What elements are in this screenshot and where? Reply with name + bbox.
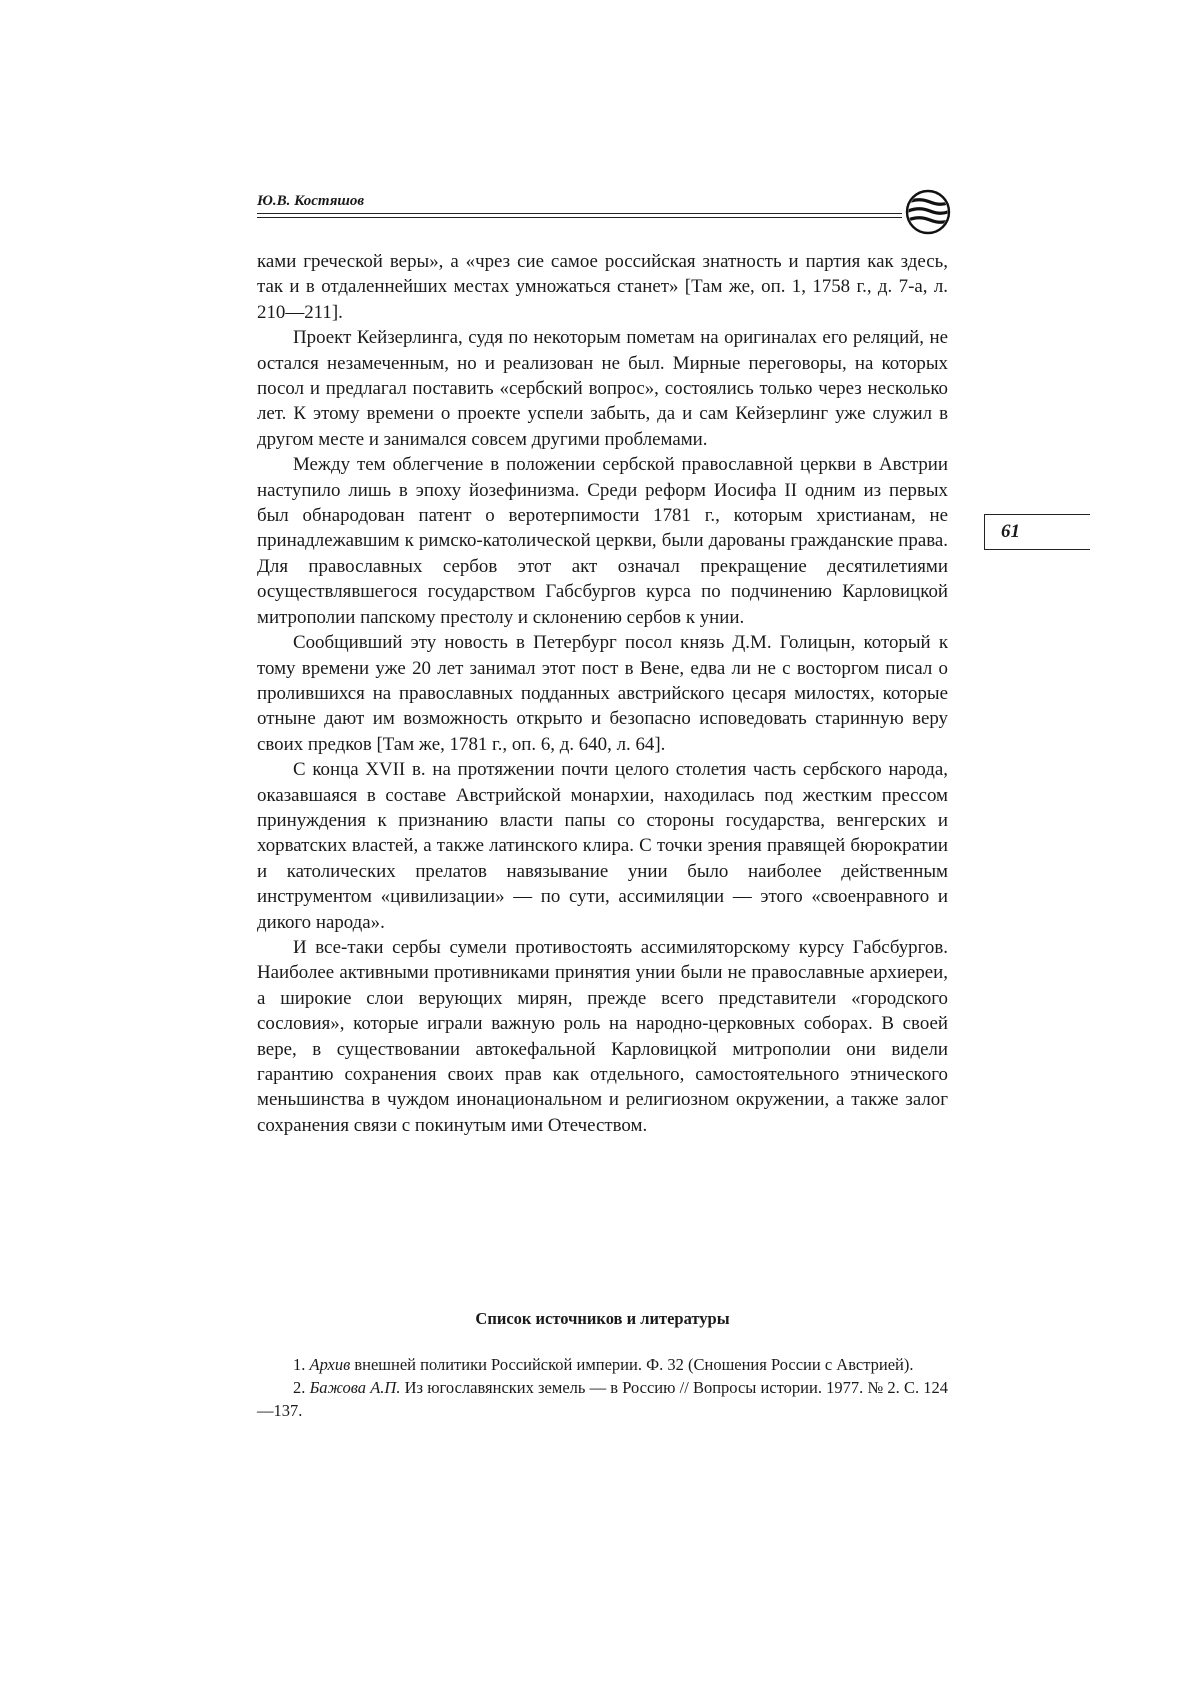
paragraph: И все-таки сербы сумели противостоять ассимиляторскому курсу Габсбургов. Наиболее активными противниками принятия унии были не православные архиереи, а широкие слои верующих мирян, прежде всего представители «городского сословия», которые играли важную роль на народно-церковных соборах. В своей вере, в существовании автокефальной Карловицкой митрополии они видели гарантию сохранения своих прав как отдельного, самостоятельного этнического меньшинства в чуждом инонациональном и религиозном окружении, а также залог сохранения связи с покинутым ими Отечеством. xyxy=(257,936,948,1136)
reference-number: 1. xyxy=(293,1355,306,1374)
running-header-author: Ю.В. Костяшов xyxy=(257,193,365,209)
reference-author: Бажова А.П. xyxy=(309,1378,401,1397)
reference-number: 2. xyxy=(293,1378,306,1397)
reference-text: внешней политики Российской империи. Ф. 32 (Сношения России с Австрией). xyxy=(350,1355,914,1374)
references-list xyxy=(257,1353,948,1422)
reference-item xyxy=(257,1353,948,1376)
paragraph: Между тем облегчение в положении сербской православной церкви в Австрии наступило лишь в эпоху йозефинизма. Среди реформ Иосифа II одним из первых был обнародован патент о веротерпимости 1781 г., которым христианам, не принадлежавшим к римско-католической церкви, были дарованы гражданские права. Для православных сербов этот акт означал прекращение десятилетиями осуществлявшегося государством Габсбургов курса по подчинению Карловицкой митрополии папскому престолу и склонению сербов к унии. xyxy=(257,454,948,628)
page-number-box xyxy=(984,514,1090,550)
references-heading: Список источников и литературы xyxy=(475,1309,730,1328)
article-body xyxy=(257,249,948,1138)
reference-item xyxy=(257,1376,948,1422)
paragraph: Сообщивший эту новость в Петербург посол князь Д.М. Голицын, который к тому времени уже 20 лет занимал этот пост в Вене, едва ли не с восторгом писал о пролившихся на православных подданных австрийского цесаря милостях, которые отныне дают им возможность открыто и безопасно исповедовать старинную веру своих предков [Там же, 1781 г., оп. 6, д. 640, л. 64]. xyxy=(257,632,948,755)
header-rule-top xyxy=(257,213,902,214)
paragraph-continued: ками греческой веры», а «чрез сие самое российская знатность и партия как здесь, так и в отдаленнейших местах умножаться станет» [Там же, оп. 1, 1758 г., д. 7-а, л. 210—211]. xyxy=(257,251,948,323)
paragraph: С конца XVII в. на протяжении почти целого столетия часть сербского народа, оказавшаяся в составе Австрийской монархии, находилась под жестким прессом принуждения к признанию власти папы со стороны государства, венгерских и хорватских властей, а также латинского клира. С точки зрения правящей бюрократии и католических прелатов навязывание унии было наиболее действенным инструментом «цивилизации» — по сути, ассимиляции — этого «своенравного и дикого народа». xyxy=(257,759,948,933)
journal-logo-icon xyxy=(904,188,952,236)
header-rule-bottom xyxy=(257,217,902,218)
reference-author: Архив xyxy=(309,1355,351,1374)
reference-text: Из югославянских земель — в Россию // Вопросы истории. 1977. № 2. С. 124—137. xyxy=(257,1378,949,1420)
paragraph: Проект Кейзерлинга, судя по некоторым пометам на оригиналах его реляций, не остался незамеченным, но и реализован не был. Мирные переговоры, на которых посол и предлагал поставить «сербский вопрос», состоялись только через несколько лет. К этому времени о проекте успели забыть, да и сам Кейзерлинг уже служил в другом месте и занимался совсем другими проблемами. xyxy=(257,327,948,450)
page-number: 61 xyxy=(1001,521,1020,542)
